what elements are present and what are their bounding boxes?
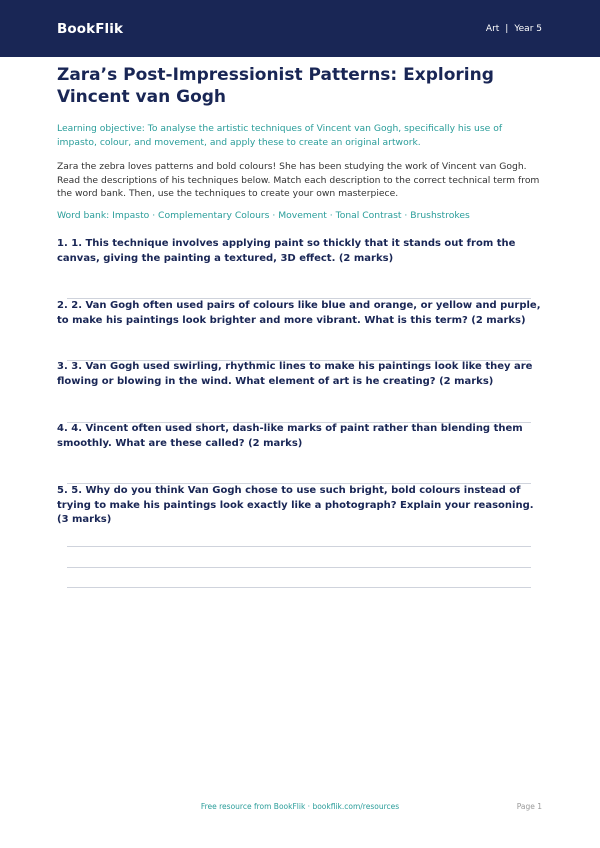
year-label: Year 5 bbox=[514, 23, 542, 34]
brand-logo: BookFlik bbox=[57, 20, 124, 37]
subject-year bbox=[486, 24, 542, 34]
answer-line[interactable] bbox=[67, 546, 531, 547]
worksheet-intro bbox=[57, 64, 543, 222]
answer-line[interactable] bbox=[67, 567, 531, 568]
footer-text: Free resource from BookFlik · bookflik.com/resources bbox=[200, 802, 400, 811]
question-5: 5. 5. Why do you think Van Gogh chose to use such bright, bold colours instead of trying to make his paintings look exactly like a photograph? Explain your reasoning. (3 marks) bbox=[57, 485, 534, 525]
word-bank: Word bank: Impasto · Complementary Colours · Movement · Tonal Contrast · Brushstrokes bbox=[57, 209, 470, 221]
answer-line[interactable] bbox=[67, 587, 531, 588]
subject-label: Art bbox=[485, 23, 500, 34]
separator: | bbox=[505, 23, 509, 34]
page-title: Zara’s Post-Impressionist Patterns: Exploring Vincent van Gogh bbox=[57, 65, 494, 107]
question-3: 3. 3. Van Gogh used swirling, rhythmic lines to make his paintings look like they are flowing or blowing in the wind. What element of art is he creating? (2 marks) bbox=[57, 361, 533, 387]
question-4: 4. 4. Vincent often used short, dash-like marks of paint rather than blending them smoothly. What are these called? (2 marks) bbox=[57, 423, 523, 449]
header-bar bbox=[0, 0, 600, 57]
learning-objective: Learning objective: To analyse the artistic techniques of Vincent van Gogh, specifically his use of impasto, colour, and movement, and apply these to create an original artwork. bbox=[57, 123, 503, 148]
question-2: 2. 2. Van Gogh often used pairs of colours like blue and orange, or yellow and purple, to make his paintings look brighter and more vibrant. What is this term? (2 marks) bbox=[57, 300, 541, 326]
intro-text: Zara the zebra loves patterns and bold colours! She has been studying the work of Vincent van Gogh. Read the descriptions of his techniques below. Match each description to the correct technical term from the word bank. Then, use the techniques to create your own masterpiece. bbox=[57, 161, 540, 200]
page-number: Page 1 bbox=[516, 802, 542, 811]
question-1: 1. 1. This technique involves applying paint so thickly that it stands out from the canvas, giving the painting a textured, 3D effect. (2 marks) bbox=[57, 238, 516, 264]
